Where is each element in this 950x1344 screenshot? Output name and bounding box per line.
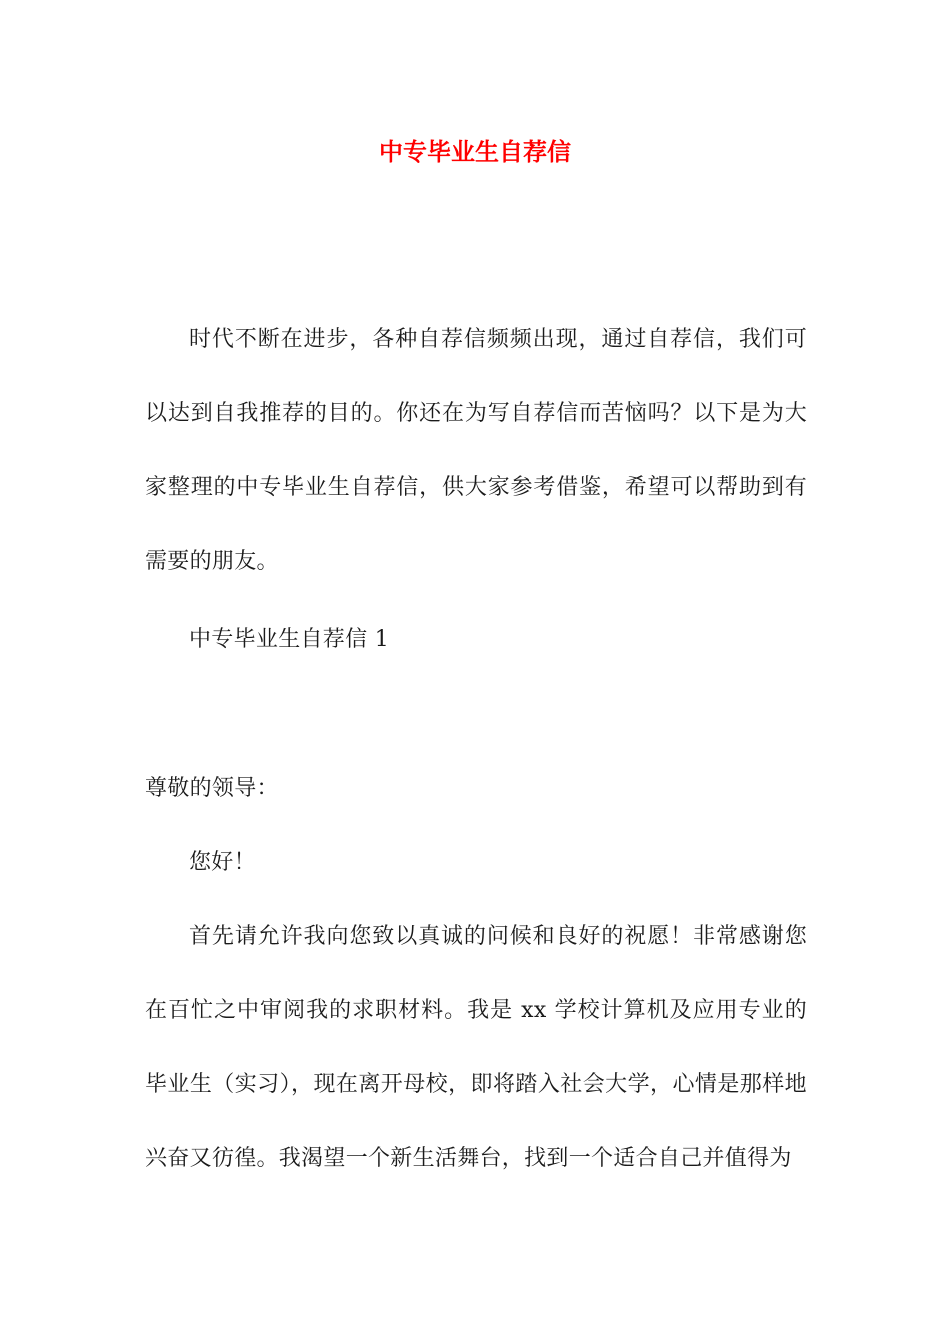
document-title: 中专毕业生自荐信 — [379, 138, 571, 166]
intro-block — [145, 303, 807, 599]
section-block — [145, 603, 807, 677]
salutation: 尊敬的领导： — [145, 776, 279, 801]
letter-block — [145, 752, 807, 1196]
letter-body-paragraph: 首先请允许我向您致以真诚的问候和良好的祝愿！非常感谢您在百忙之中审阅我的求职材料。我是 xx 学校计算机及应用专业的毕业生（实习），现在离开母校，即将踏入社会大学，心情是那样地兴奋又彷徨。我渴望一个新生活舞台，找到一个适合自己并值得为 — [145, 924, 807, 1171]
intro-paragraph: 时代不断在进步，各种自荐信频频出现，通过自荐信，我们可以达到自我推荐的目的。你还在为写自荐信而苦恼吗？以下是为大家整理的中专毕业生自荐信，供大家参考借鉴，希望可以帮助到有需要的朋友。 — [145, 327, 807, 574]
greeting: 您好！ — [189, 850, 256, 875]
section-heading: 中专毕业生自荐信 1 — [189, 627, 389, 652]
